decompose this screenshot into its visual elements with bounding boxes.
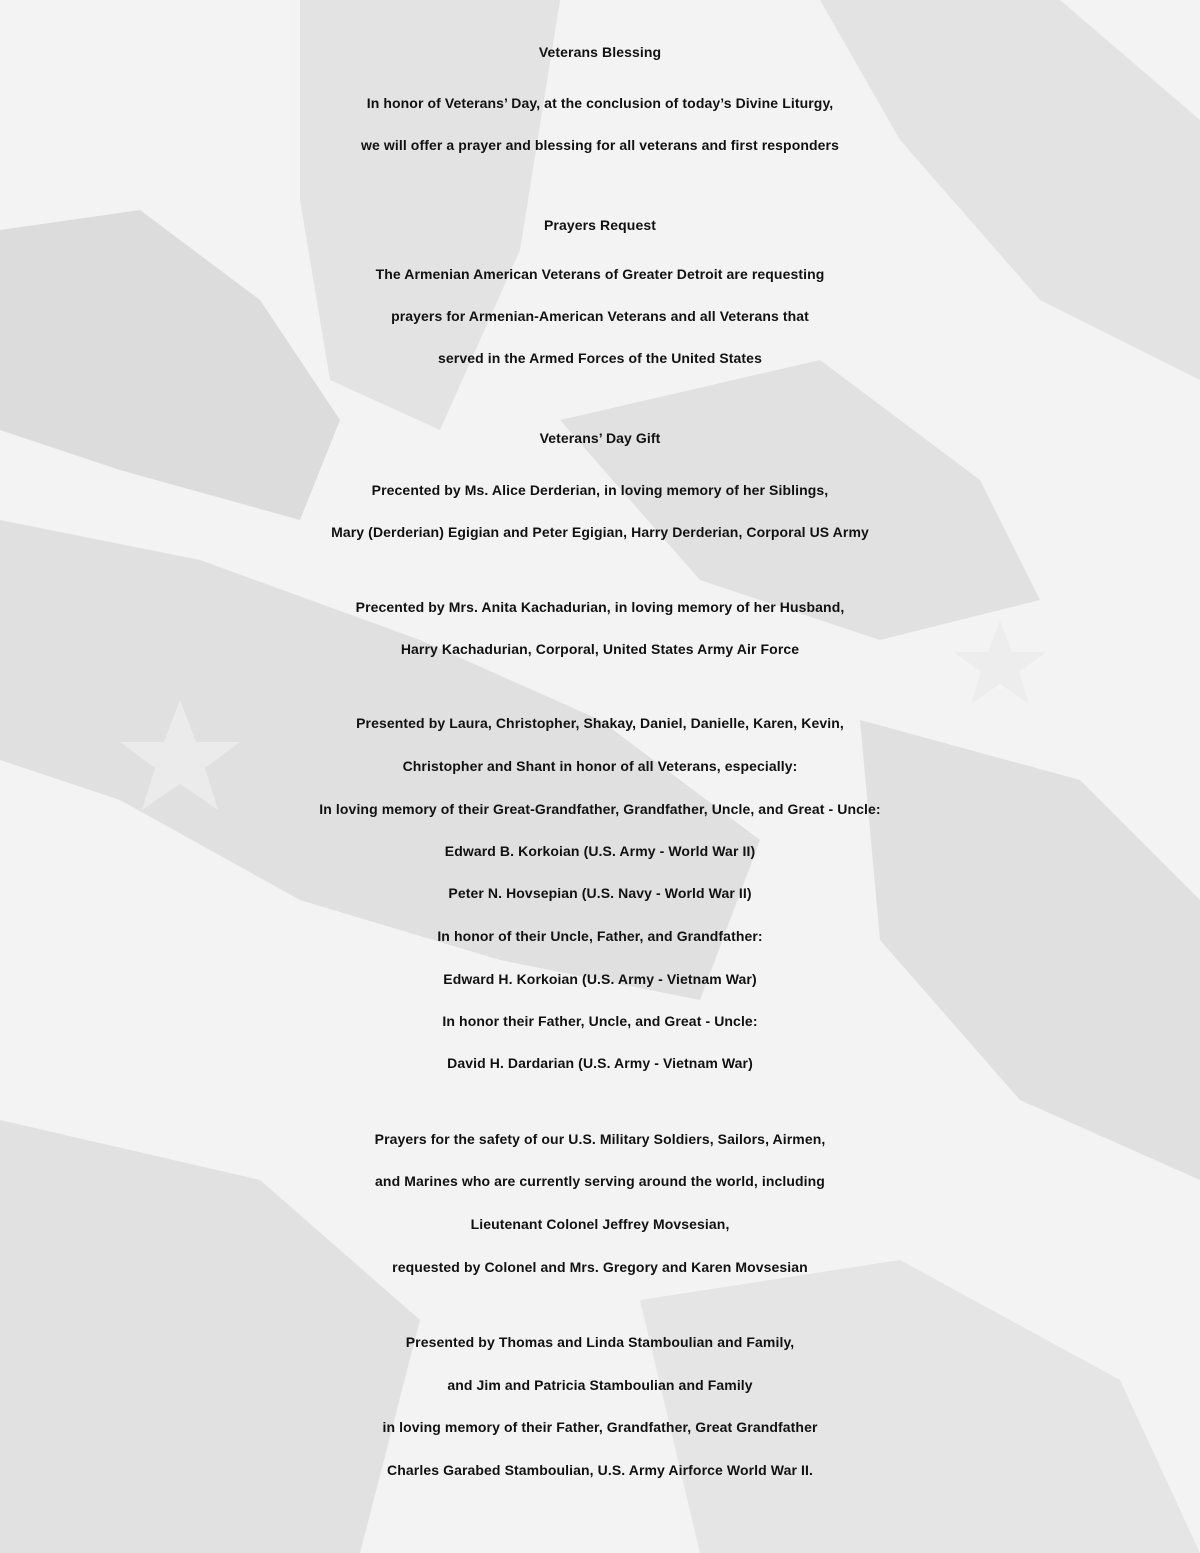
veterans-day-gift-heading: Veterans’ Day Gift — [539, 430, 661, 446]
gift-kachadurian-line: Harry Kachadurian, Corporal, United States Army Air Force — [400, 641, 800, 657]
prayers-request-heading: Prayers Request — [543, 217, 656, 233]
gift-stamboulian-line: Presented by Thomas and Linda Stamboulian and Family, — [405, 1334, 795, 1350]
gift-movsesian-line: Prayers for the safety of our U.S. Military Soldiers, Sailors, Airmen, — [374, 1131, 826, 1147]
gift-stamboulian-line: in loving memory of their Father, Grandfather, Great Grandfather — [382, 1419, 818, 1435]
prayers-request-line: prayers for Armenian-American Veterans and all Veterans that — [391, 308, 809, 324]
gift-korkoian-line: In loving memory of their Great-Grandfather, Grandfather, Uncle, and Great - Uncle: — [319, 801, 881, 817]
veterans-blessing-heading: Veterans Blessing — [538, 44, 662, 60]
gift-korkoian-line: Christopher and Shant in honor of all Veterans, especially: — [402, 758, 798, 774]
gift-kachadurian-line: Precented by Mrs. Anita Kachadurian, in loving memory of her Husband, — [355, 599, 845, 615]
gift-korkoian-line: In honor their Father, Uncle, and Great - Uncle: — [442, 1013, 758, 1029]
blessing-line: we will offer a prayer and blessing for all veterans and first responders — [360, 137, 839, 153]
gift-korkoian-line: Edward B. Korkoian (U.S. Army - World War II) — [444, 843, 756, 859]
prayers-request-line: served in the Armed Forces of the United States — [438, 350, 762, 366]
gift-korkoian-line: David H. Dardarian (U.S. Army - Vietnam War) — [447, 1055, 753, 1071]
gift-stamboulian-line: and Jim and Patricia Stamboulian and Family — [447, 1377, 753, 1393]
gift-movsesian-line: requested by Colonel and Mrs. Gregory and Karen Movsesian — [392, 1259, 808, 1275]
gift-movsesian-line: Lieutenant Colonel Jeffrey Movsesian, — [470, 1216, 730, 1232]
gift-korkoian-line: In honor of their Uncle, Father, and Grandfather: — [437, 928, 763, 944]
gift-stamboulian-line: Charles Garabed Stamboulian, U.S. Army Airforce World War II. — [387, 1462, 813, 1478]
gift-derderian-line: Precented by Ms. Alice Derderian, in loving memory of her Siblings, — [371, 482, 829, 498]
gift-derderian-line: Mary (Derderian) Egigian and Peter Egigian, Harry Derderian, Corporal US Army — [331, 524, 869, 540]
prayers-request-line: The Armenian American Veterans of Greater Detroit are requesting — [375, 266, 825, 282]
gift-korkoian-line: Presented by Laura, Christopher, Shakay, Daniel, Danielle, Karen, Kevin, — [356, 715, 844, 731]
gift-korkoian-line: Peter N. Hovsepian (U.S. Navy - World War II) — [448, 885, 752, 901]
gift-korkoian-line: Edward H. Korkoian (U.S. Army - Vietnam War) — [443, 971, 757, 987]
gift-movsesian-line: and Marines who are currently serving around the world, including — [375, 1173, 825, 1189]
blessing-line: In honor of Veterans’ Day, at the conclusion of today’s Divine Liturgy, — [366, 95, 834, 111]
